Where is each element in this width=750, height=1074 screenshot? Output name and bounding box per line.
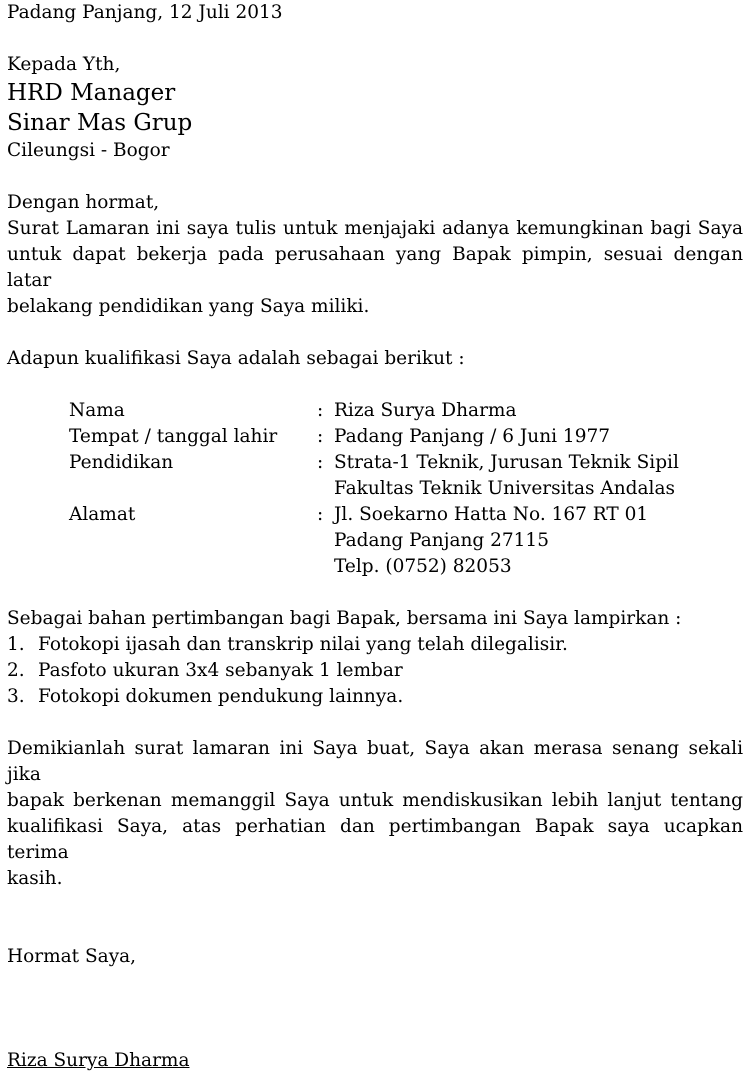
closing-paragraph <box>7 736 743 892</box>
recipient-title: HRD Manager <box>7 80 176 106</box>
qualification-row <box>7 450 743 476</box>
attachment-text: Pasfoto ukuran 3x4 sebanyak 1 lembar <box>38 660 403 681</box>
paragraph-line: kualifikasi Saya, atas perhatian dan pertimbangan Bapak saya ucapkan terima <box>7 816 743 863</box>
qualification-row <box>7 398 743 424</box>
qualification-row <box>7 554 743 580</box>
attachment-item <box>7 658 743 684</box>
qualification-value: Strata-1 Teknik, Jurusan Teknik Sipil <box>334 452 679 473</box>
qualification-value: Padang Panjang / 6 Juni 1977 <box>334 426 611 447</box>
attachment-text: Fotokopi dokumen pendukung lainnya. <box>38 686 404 707</box>
recipient-company: Sinar Mas Grup <box>7 110 193 136</box>
recipient-location: Cileungsi - Bogor <box>7 140 170 161</box>
recipient-salutation: Kepada Yth, <box>7 54 121 75</box>
qualification-value: Telp. (0752) 82053 <box>334 556 512 577</box>
paragraph-line: kasih. <box>7 868 63 889</box>
attachments-intro: Sebagai bahan pertimbangan bagi Bapak, bersama ini Saya lampirkan : <box>7 608 682 629</box>
qualification-row <box>7 424 743 450</box>
qualification-label: Nama <box>69 400 125 421</box>
qualification-value: Riza Surya Dharma <box>334 400 517 421</box>
paragraph-line: untuk dapat bekerja pada perusahaan yang Bapak pimpin, sesuai dengan latar <box>7 244 743 291</box>
qualification-label: Tempat / tanggal lahir <box>69 426 278 447</box>
attachment-item <box>7 684 743 710</box>
sign-off: Hormat Saya, <box>7 946 137 967</box>
qualification-value: Jl. Soekarno Hatta No. 167 RT 01 <box>334 504 649 525</box>
paragraph-line: Surat Lamaran ini saya tulis untuk menjajaki adanya kemungkinan bagi Saya <box>7 218 743 239</box>
attachments-list <box>7 632 743 710</box>
attachment-number: 2. <box>7 660 25 681</box>
signature-name: Riza Surya Dharma <box>7 1050 190 1071</box>
attachment-text: Fotokopi ijasah dan transkrip nilai yang telah dilegalisir. <box>38 634 568 655</box>
qualification-label: Alamat <box>69 504 136 525</box>
attachment-number: 1. <box>7 634 25 655</box>
qualification-label: Pendidikan <box>69 452 174 473</box>
paragraph-line: Demikianlah surat lamaran ini Saya buat, Saya akan merasa senang sekali jika <box>7 738 743 785</box>
paragraph-line: bapak berkenan memanggil Saya untuk mendiskusikan lebih lanjut tentang <box>7 790 743 811</box>
letter-page <box>7 0 743 1074</box>
attachment-number: 3. <box>7 686 25 707</box>
greeting: Dengan hormat, <box>7 192 160 213</box>
paragraph-line: belakang pendidikan yang Saya miliki. <box>7 296 370 317</box>
qualification-row <box>7 476 743 502</box>
intro-paragraph <box>7 216 743 320</box>
qualification-colon: : <box>317 426 324 447</box>
qualification-colon: : <box>317 400 324 421</box>
qualification-colon: : <box>317 504 324 525</box>
qualification-value: Padang Panjang 27115 <box>334 530 549 551</box>
qualification-value: Fakultas Teknik Universitas Andalas <box>334 478 675 499</box>
qualification-intro: Adapun kualifikasi Saya adalah sebagai berikut : <box>7 348 465 369</box>
qualification-colon: : <box>317 452 324 473</box>
qualification-row <box>7 502 743 528</box>
qualification-list <box>7 398 743 580</box>
qualification-row <box>7 528 743 554</box>
place-date: Padang Panjang, 12 Juli 2013 <box>7 2 283 23</box>
attachment-item <box>7 632 743 658</box>
